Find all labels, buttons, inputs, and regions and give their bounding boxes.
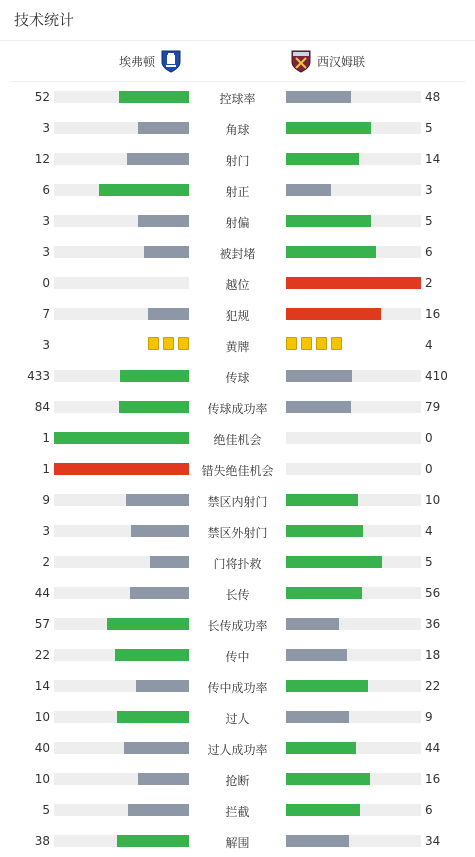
away-stat-bar-fill bbox=[286, 556, 382, 568]
away-stat-bar bbox=[286, 773, 421, 785]
home-stat-bar bbox=[54, 618, 189, 630]
home-stat-bar bbox=[54, 804, 189, 816]
away-stat-bar-fill bbox=[286, 804, 360, 816]
home-stat-bar bbox=[54, 649, 189, 661]
stat-label: 传中成功率 bbox=[207, 681, 268, 695]
home-stat-bar-fill bbox=[138, 122, 189, 134]
home-stat-value: 57 bbox=[34, 617, 50, 631]
away-stat-bar-fill bbox=[286, 122, 371, 134]
home-stat-value: 40 bbox=[34, 741, 50, 755]
stat-row bbox=[0, 764, 475, 795]
home-stat-bar bbox=[54, 308, 189, 320]
away-stat-bar-fill bbox=[286, 308, 381, 320]
away-stat-bar bbox=[286, 122, 421, 134]
stat-row bbox=[0, 795, 475, 826]
stat-row bbox=[0, 361, 475, 392]
page-title: 技术统计 bbox=[14, 11, 75, 29]
home-stat-value: 10 bbox=[34, 772, 50, 786]
stat-row bbox=[0, 144, 475, 175]
away-stat-value: 9 bbox=[425, 710, 433, 724]
stat-row bbox=[0, 702, 475, 733]
home-stat-bar-fill bbox=[124, 742, 189, 754]
home-stat-value: 3 bbox=[42, 524, 50, 538]
home-stat-value: 38 bbox=[34, 834, 50, 848]
stat-label: 控球率 bbox=[219, 92, 256, 106]
yellow-card-icon bbox=[178, 337, 189, 350]
away-team[interactable] bbox=[290, 49, 370, 73]
away-stat-bar-fill bbox=[286, 153, 359, 165]
away-stat-bar bbox=[286, 153, 421, 165]
home-stat-bar bbox=[54, 463, 189, 475]
away-stat-bar-fill bbox=[286, 370, 352, 382]
home-stat-value: 44 bbox=[34, 586, 50, 600]
home-stat-bar bbox=[54, 773, 189, 785]
stat-row bbox=[0, 578, 475, 609]
home-stat-value: 7 bbox=[42, 307, 50, 321]
home-stat-bar-fill bbox=[117, 835, 189, 847]
home-stat-bar-fill bbox=[128, 804, 189, 816]
home-stat-bar-fill bbox=[117, 711, 189, 723]
stat-row bbox=[0, 516, 475, 547]
away-stat-bar bbox=[286, 432, 421, 444]
home-stat-bar bbox=[54, 277, 189, 289]
away-stat-bar bbox=[286, 804, 421, 816]
stat-row bbox=[0, 609, 475, 640]
home-stat-value: 433 bbox=[27, 369, 50, 383]
stat-label: 射偏 bbox=[225, 216, 250, 230]
yellow-card-icon bbox=[331, 337, 342, 350]
away-stat-bar bbox=[286, 184, 421, 196]
away-stat-value: 14 bbox=[425, 152, 441, 166]
home-stat-bar bbox=[54, 835, 189, 847]
home-stat-bar bbox=[54, 711, 189, 723]
home-stat-bar-fill bbox=[126, 494, 189, 506]
away-stat-value: 6 bbox=[425, 803, 433, 817]
stat-label: 抢断 bbox=[225, 774, 250, 788]
stat-row bbox=[0, 330, 475, 361]
home-stat-bar bbox=[54, 494, 189, 506]
stat-label: 被封堵 bbox=[219, 247, 256, 261]
away-stat-value: 34 bbox=[425, 834, 441, 848]
away-stat-bar bbox=[286, 649, 421, 661]
away-stat-value: 5 bbox=[425, 214, 433, 228]
away-stat-value: 4 bbox=[425, 338, 433, 352]
stat-label: 传球 bbox=[225, 371, 250, 385]
yellow-card-icon bbox=[286, 337, 297, 350]
away-stat-bar bbox=[286, 215, 421, 227]
away-stat-bar-fill bbox=[286, 680, 368, 692]
home-team-name: 埃弗顿 bbox=[118, 54, 155, 69]
home-stat-value: 3 bbox=[42, 214, 50, 228]
home-stat-bar-fill bbox=[136, 680, 189, 692]
home-stat-bar-fill bbox=[54, 463, 189, 475]
home-stat-value: 3 bbox=[42, 121, 50, 135]
stat-row bbox=[0, 640, 475, 671]
home-stat-bar bbox=[54, 432, 189, 444]
home-stat-bar-fill bbox=[107, 618, 189, 630]
stat-label: 过人 bbox=[225, 712, 250, 726]
away-stat-value: 3 bbox=[425, 183, 433, 197]
away-stat-bar-fill bbox=[286, 618, 339, 630]
home-stat-bar bbox=[54, 215, 189, 227]
home-stat-value: 10 bbox=[34, 710, 50, 724]
yellow-card-icon bbox=[316, 337, 327, 350]
home-stat-bar-fill bbox=[99, 184, 189, 196]
stat-label: 错失绝佳机会 bbox=[201, 464, 274, 478]
away-stat-bar bbox=[286, 711, 421, 723]
stat-label: 角球 bbox=[225, 123, 250, 137]
home-stat-bar-fill bbox=[138, 773, 189, 785]
away-stat-bar-fill bbox=[286, 649, 347, 661]
home-stat-value: 1 bbox=[42, 462, 50, 476]
away-stat-bar-fill bbox=[286, 277, 421, 289]
home-stat-value: 6 bbox=[42, 183, 50, 197]
away-stat-bar bbox=[286, 370, 421, 382]
yellow-card-icon bbox=[148, 337, 159, 350]
stat-label: 犯规 bbox=[225, 309, 250, 323]
away-stat-value: 18 bbox=[425, 648, 441, 662]
away-stat-value: 5 bbox=[425, 121, 433, 135]
away-stat-bar-fill bbox=[286, 835, 349, 847]
away-stat-value: 410 bbox=[425, 369, 448, 383]
stat-row bbox=[0, 175, 475, 206]
home-stat-bar bbox=[54, 153, 189, 165]
away-stat-value: 56 bbox=[425, 586, 441, 600]
yellow-card-icon bbox=[301, 337, 312, 350]
home-stat-bar bbox=[54, 587, 189, 599]
home-stat-bar-fill bbox=[138, 215, 189, 227]
away-stat-bar bbox=[286, 556, 421, 568]
home-stat-bar bbox=[54, 122, 189, 134]
stat-row bbox=[0, 237, 475, 268]
teams-header bbox=[10, 41, 465, 82]
away-stat-value: 16 bbox=[425, 772, 441, 786]
home-stat-value: 12 bbox=[34, 152, 50, 166]
away-stat-bar bbox=[286, 587, 421, 599]
away-stat-value: 10 bbox=[425, 493, 441, 507]
home-stat-value: 52 bbox=[34, 90, 50, 104]
stat-label: 射门 bbox=[225, 154, 250, 168]
home-team[interactable] bbox=[114, 49, 182, 73]
away-stat-bar-fill bbox=[286, 494, 358, 506]
away-stat-value: 5 bbox=[425, 555, 433, 569]
home-stat-bar-fill bbox=[130, 587, 189, 599]
home-stat-value: 2 bbox=[42, 555, 50, 569]
stat-label: 解围 bbox=[225, 836, 250, 850]
yellow-card-icon bbox=[163, 337, 174, 350]
home-stat-bar-fill bbox=[131, 525, 189, 537]
stat-row bbox=[0, 733, 475, 764]
home-stat-value: 5 bbox=[42, 803, 50, 817]
west-ham-crest-icon bbox=[290, 49, 312, 73]
away-stat-bar bbox=[286, 277, 421, 289]
home-stat-bar-fill bbox=[119, 401, 189, 413]
away-stat-bar bbox=[286, 246, 421, 258]
home-stat-value: 9 bbox=[42, 493, 50, 507]
away-stat-bar bbox=[286, 525, 421, 537]
away-stat-bar bbox=[286, 680, 421, 692]
home-stat-bar-fill bbox=[119, 91, 189, 103]
stat-label: 越位 bbox=[225, 278, 250, 292]
home-stat-value: 22 bbox=[34, 648, 50, 662]
home-stat-value: 0 bbox=[42, 276, 50, 290]
away-yellow-cards bbox=[286, 337, 342, 350]
home-stat-bar bbox=[54, 742, 189, 754]
stat-row bbox=[0, 454, 475, 485]
away-stat-value: 16 bbox=[425, 307, 441, 321]
stat-row bbox=[0, 299, 475, 330]
away-stat-bar bbox=[286, 401, 421, 413]
stat-row bbox=[0, 547, 475, 578]
stat-label: 黄牌 bbox=[225, 340, 250, 354]
stat-label: 长传成功率 bbox=[207, 619, 268, 633]
stats-list bbox=[0, 82, 475, 857]
stat-label: 传球成功率 bbox=[207, 402, 268, 416]
away-stat-bar-fill bbox=[286, 401, 351, 413]
away-stat-bar bbox=[286, 308, 421, 320]
home-stat-bar-fill bbox=[150, 556, 189, 568]
away-stat-value: 36 bbox=[425, 617, 441, 631]
away-stat-value: 2 bbox=[425, 276, 433, 290]
home-stat-bar-fill bbox=[127, 153, 189, 165]
stat-label: 长传 bbox=[225, 588, 250, 602]
stat-row bbox=[0, 392, 475, 423]
home-stat-bar bbox=[54, 246, 189, 258]
away-stat-bar bbox=[286, 463, 421, 475]
home-yellow-cards bbox=[148, 337, 189, 350]
stat-label: 禁区外射门 bbox=[207, 526, 268, 540]
away-stat-value: 4 bbox=[425, 524, 433, 538]
away-stat-bar-fill bbox=[286, 215, 371, 227]
home-stat-value: 3 bbox=[42, 245, 50, 259]
home-stat-bar bbox=[54, 401, 189, 413]
stat-label: 拦截 bbox=[225, 805, 250, 819]
stat-row bbox=[0, 826, 475, 857]
away-team-name: 西汉姆联 bbox=[317, 54, 366, 69]
away-stat-bar-fill bbox=[286, 742, 356, 754]
stat-label: 门将扑救 bbox=[213, 557, 262, 571]
home-stat-bar bbox=[54, 556, 189, 568]
home-stat-bar-fill bbox=[115, 649, 189, 661]
away-stat-bar-fill bbox=[286, 525, 363, 537]
home-stat-value: 14 bbox=[34, 679, 50, 693]
home-stat-value: 3 bbox=[42, 338, 50, 352]
stat-label: 绝佳机会 bbox=[213, 433, 262, 447]
home-stat-bar-fill bbox=[54, 432, 189, 444]
stat-row bbox=[0, 206, 475, 237]
home-stat-bar bbox=[54, 370, 189, 382]
home-stat-value: 84 bbox=[34, 400, 50, 414]
away-stat-bar-fill bbox=[286, 773, 370, 785]
away-stat-bar-fill bbox=[286, 246, 376, 258]
away-stat-value: 0 bbox=[425, 431, 433, 445]
away-stat-bar bbox=[286, 494, 421, 506]
home-stat-bar-fill bbox=[144, 246, 189, 258]
away-stat-bar-fill bbox=[286, 711, 349, 723]
away-stat-value: 44 bbox=[425, 741, 441, 755]
away-stat-bar-fill bbox=[286, 184, 331, 196]
stat-label: 过人成功率 bbox=[207, 743, 268, 757]
stat-row bbox=[0, 423, 475, 454]
away-stat-value: 0 bbox=[425, 462, 433, 476]
home-stat-bar bbox=[54, 525, 189, 537]
away-stat-value: 48 bbox=[425, 90, 441, 104]
everton-crest-icon bbox=[160, 49, 182, 73]
stat-label: 禁区内射门 bbox=[207, 495, 268, 509]
home-stat-bar-fill bbox=[120, 370, 189, 382]
stat-label: 传中 bbox=[225, 650, 250, 664]
home-stat-bar bbox=[54, 91, 189, 103]
away-stat-bar bbox=[286, 742, 421, 754]
home-stat-bar bbox=[54, 680, 189, 692]
home-stat-value: 1 bbox=[42, 431, 50, 445]
stat-label: 射正 bbox=[225, 185, 250, 199]
stat-row bbox=[0, 113, 475, 144]
home-stat-bar bbox=[54, 184, 189, 196]
away-stat-bar bbox=[286, 91, 421, 103]
away-stat-value: 6 bbox=[425, 245, 433, 259]
stat-row bbox=[0, 485, 475, 516]
away-stat-bar-fill bbox=[286, 587, 362, 599]
stat-row bbox=[0, 671, 475, 702]
away-stat-bar bbox=[286, 618, 421, 630]
stat-row bbox=[0, 268, 475, 299]
home-stat-bar-fill bbox=[148, 308, 189, 320]
away-stat-value: 79 bbox=[425, 400, 441, 414]
away-stat-bar-fill bbox=[286, 91, 351, 103]
away-stat-bar bbox=[286, 835, 421, 847]
stat-row bbox=[0, 82, 475, 113]
away-stat-value: 22 bbox=[425, 679, 441, 693]
